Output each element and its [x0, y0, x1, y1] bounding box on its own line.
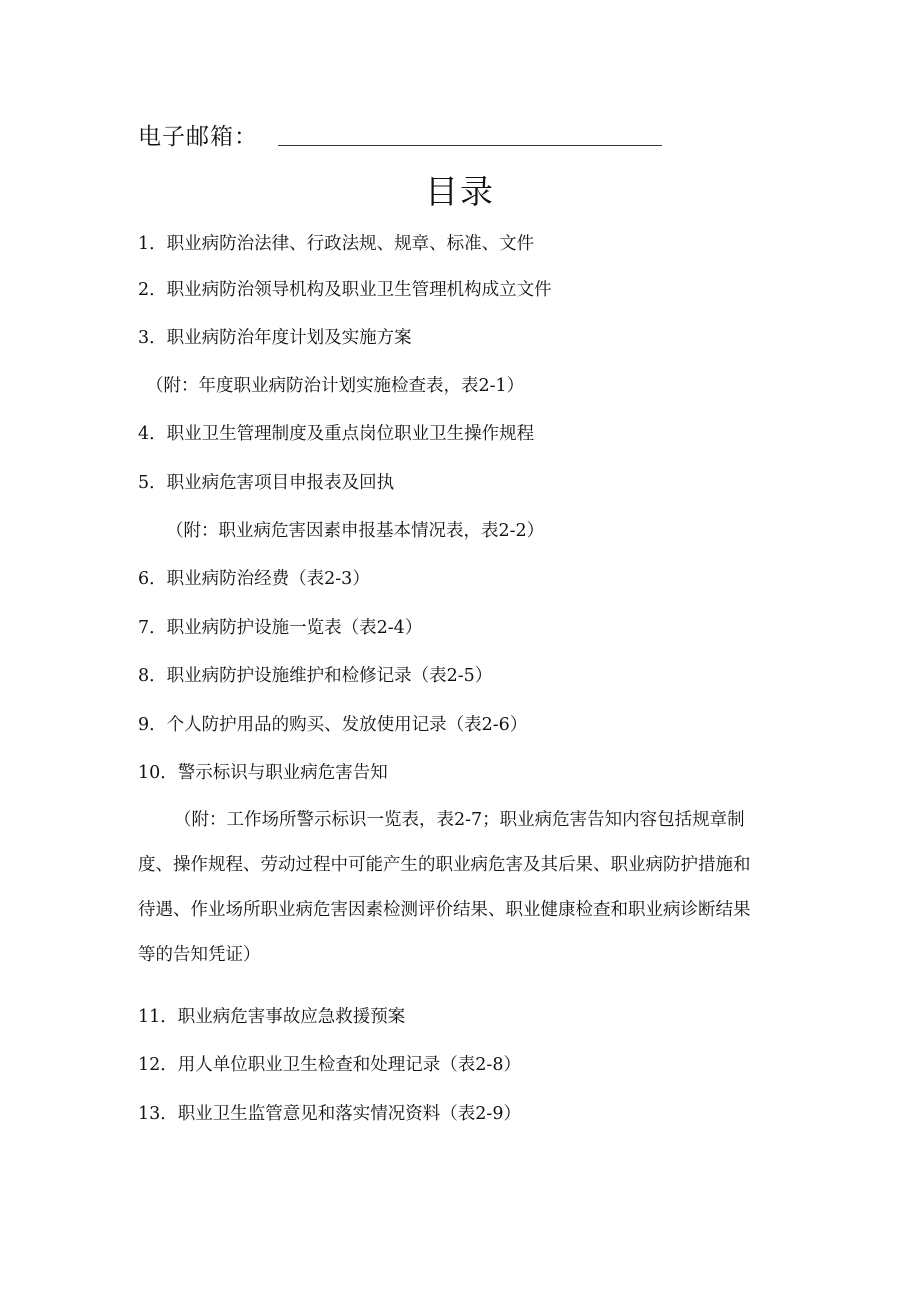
toc-item-text: ．职业病防治年度计划及实施方案	[149, 328, 412, 348]
toc-item-number: 8	[138, 666, 150, 686]
toc-item-1	[138, 231, 534, 257]
toc-item-3	[138, 325, 412, 351]
toc-item-4	[138, 421, 534, 447]
email-blank-line	[278, 145, 662, 146]
toc-item-2	[138, 277, 552, 303]
toc-item-text: ．警示标识与职业病危害告知	[160, 763, 388, 783]
toc-item-number: 12	[138, 1055, 161, 1075]
toc-item-9	[138, 712, 527, 738]
toc-item-5	[138, 470, 394, 496]
toc-item-text: ．职业病危害项目申报表及回执	[149, 473, 395, 493]
toc-item-text: ．职业病防护设施一览表（表2-4）	[149, 618, 423, 638]
email-label: 电子邮箱：	[138, 124, 258, 150]
toc-item-text: ．职业病防护设施维护和检修记录（表2-5）	[149, 666, 493, 686]
toc-item-text: ．职业病防治法律、行政法规、规章、标准、文件	[149, 234, 535, 254]
toc-item-8	[138, 663, 492, 689]
toc-item-text: ．个人防护用品的购买、发放使用记录（表2-6）	[149, 715, 528, 735]
toc-note-5	[166, 518, 544, 544]
toc-item-12	[138, 1052, 521, 1078]
toc-item-text: ．用人单位职业卫生检查和处理记录（表2-8）	[160, 1055, 521, 1075]
toc-item-number: 4	[138, 424, 150, 444]
toc-item-number: 7	[138, 618, 150, 638]
toc-item-text: ．职业病危害事故应急救援预案	[160, 1007, 406, 1027]
toc-item-text: ．职业病防治领导机构及职业卫生管理机构成立文件	[149, 280, 552, 300]
toc-item-number: 3	[138, 328, 150, 348]
toc-item-number: 1	[138, 234, 150, 254]
toc-note-text: （附：职业病危害因素申报基本情况表，表2-2）	[166, 521, 545, 541]
toc-item-10	[138, 760, 388, 786]
toc-item-number: 5	[138, 473, 150, 493]
toc-item-number: 2	[138, 280, 150, 300]
toc-item-text: ．职业病防治经费（表2-3）	[149, 569, 370, 589]
toc-note-line: 等的告知凭证）	[138, 945, 261, 965]
toc-item-11	[138, 1004, 405, 1030]
toc-note-line: （附：工作场所警示标识一览表，表2-7；职业病危害告知内容包括规章制	[174, 810, 745, 830]
toc-item-number: 10	[138, 763, 161, 783]
toc-item-6	[138, 566, 370, 592]
toc-note-line: 度、操作规程、劳动过程中可能产生的职业病危害及其后果、职业病防护措施和	[138, 855, 751, 875]
toc-title: 目录	[425, 172, 495, 211]
email-row	[138, 118, 662, 152]
toc-item-number: 6	[138, 569, 150, 589]
toc-item-text: ．职业卫生监管意见和落实情况资料（表2-9）	[160, 1104, 521, 1124]
toc-item-13	[138, 1101, 521, 1127]
toc-note-line: 待遇、作业场所职业病危害因素检测评价结果、职业健康检查和职业病诊断结果	[138, 900, 751, 920]
toc-note-3	[146, 373, 524, 399]
toc-item-number: 11	[138, 1007, 161, 1027]
toc-item-text: ．职业卫生管理制度及重点岗位职业卫生操作规程	[149, 424, 535, 444]
toc-note-10	[138, 798, 788, 978]
toc-item-7	[138, 615, 422, 641]
toc-note-text: （附：年度职业病防治计划实施检查表，表2-1）	[146, 376, 525, 396]
toc-item-number: 13	[138, 1104, 161, 1124]
toc-item-number: 9	[138, 715, 150, 735]
